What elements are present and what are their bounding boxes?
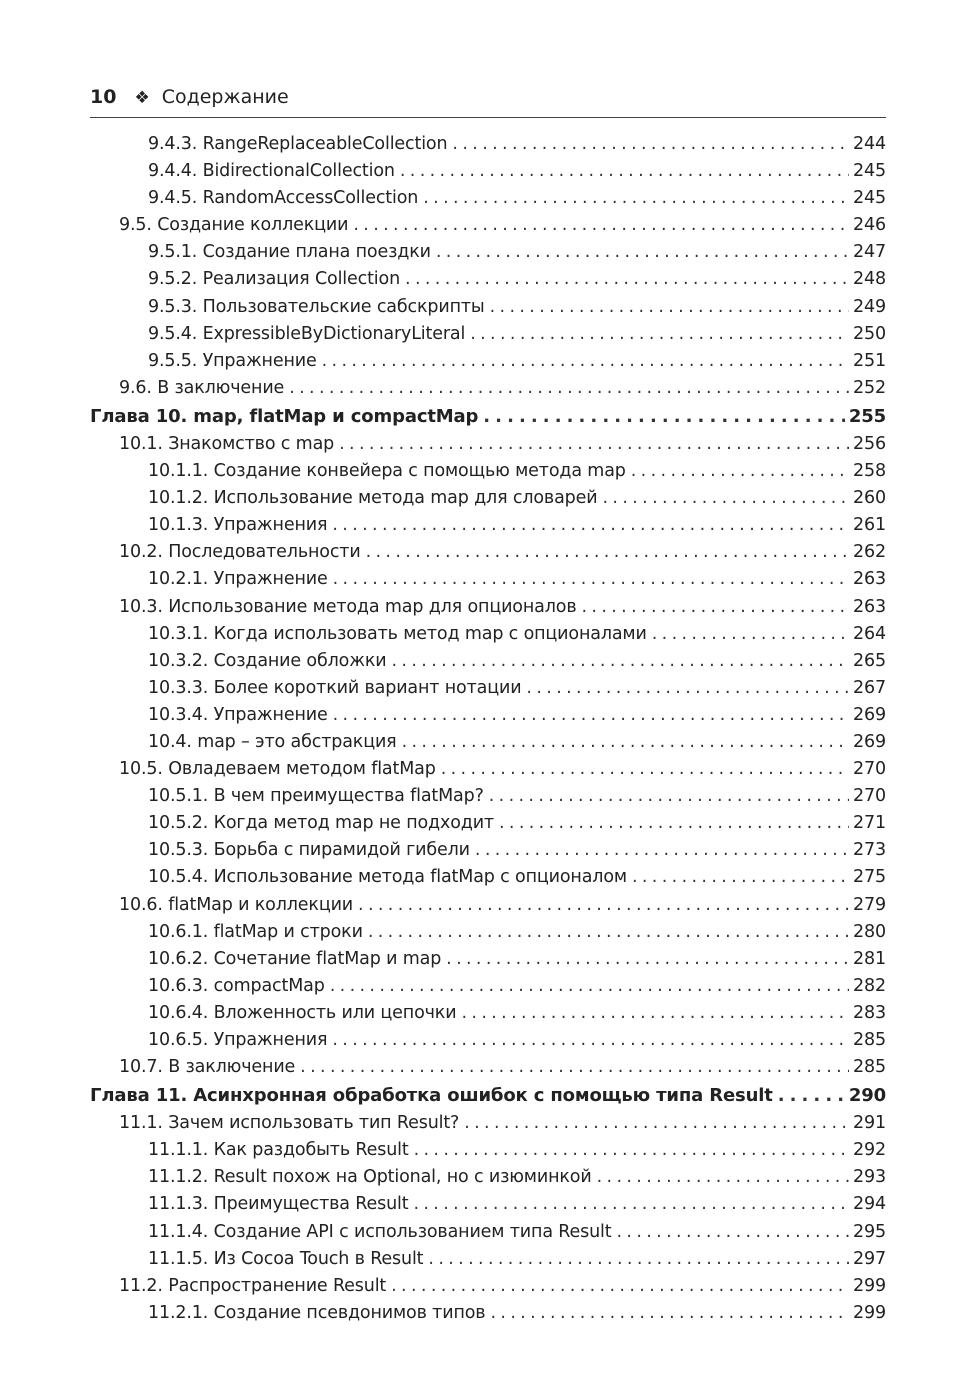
toc-entry-page: 283	[853, 1002, 886, 1023]
toc-entry	[90, 158, 886, 185]
dot-leader	[526, 675, 849, 702]
toc-entry-page: 249	[853, 296, 886, 317]
toc-entry-page: 271	[853, 813, 886, 834]
dot-leader	[778, 1081, 845, 1110]
toc-entry	[90, 458, 886, 485]
toc-entry-page: 256	[853, 433, 886, 454]
toc-entry	[90, 594, 886, 621]
toc-entry-page: 248	[853, 269, 886, 290]
dot-leader	[423, 185, 849, 212]
toc-entry-title: 10.4. map – это абстракция	[148, 731, 397, 752]
toc-entry	[90, 566, 886, 593]
toc-entry-title: 9.6. В заключение	[119, 377, 285, 398]
toc-entry	[90, 756, 886, 783]
dot-leader	[413, 1191, 849, 1218]
toc-entry-page: 247	[853, 242, 886, 263]
header-rule	[90, 117, 886, 118]
toc-entry-title: 10.3. Использование метода map для опционалов	[119, 596, 577, 617]
toc-entry-title: 10.5.2. Когда метод map не подходит	[148, 813, 494, 834]
toc-entry	[90, 375, 886, 402]
toc-entry-page: 279	[853, 894, 886, 915]
toc-entry	[90, 185, 886, 212]
toc-entry-title: 10.3.4. Упражнение	[148, 704, 328, 725]
toc-entry-title: 11.1.2. Result похож на Optional, но с изюминкой	[148, 1167, 592, 1188]
toc-entry-title: 11.2. Распространение Result	[119, 1275, 387, 1296]
toc-entry	[90, 1164, 886, 1191]
toc-entry-title: 10.1.1. Создание конвейера с помощью метода map	[148, 461, 626, 482]
toc-entry	[90, 729, 886, 756]
dot-leader	[322, 348, 849, 375]
toc-entry	[90, 131, 886, 158]
dot-leader	[616, 1219, 849, 1246]
toc-entry-title: 9.4.3. RangeReplaceableCollection	[148, 134, 448, 154]
toc-entry-title: 11.1. Зачем использовать тип Result?	[119, 1113, 460, 1134]
toc-entry-title: 10.3.1. Когда использовать метод map с опционалами	[148, 623, 647, 644]
toc-entry-page: 265	[853, 650, 886, 671]
dot-leader	[441, 756, 849, 783]
page-number: 10	[90, 86, 117, 108]
dot-leader	[446, 946, 849, 973]
toc-entry	[90, 648, 886, 675]
dot-leader	[490, 1300, 849, 1327]
dot-leader	[368, 919, 849, 946]
toc-entry-page: 250	[853, 323, 886, 344]
dot-leader	[483, 402, 845, 431]
toc-entry-title: 10.6.3. compactMap	[148, 975, 325, 996]
toc-entry	[90, 946, 886, 973]
toc-entry-page: 281	[853, 948, 886, 969]
toc-entry-page: 293	[853, 1167, 886, 1188]
dot-leader	[332, 512, 849, 539]
toc-entry	[90, 239, 886, 266]
toc-entry-page: 299	[853, 1302, 886, 1323]
dot-leader	[353, 212, 849, 239]
dot-leader	[452, 131, 849, 158]
toc-entry-title: 10.3.2. Создание обложки	[148, 650, 387, 671]
dot-leader	[391, 1273, 849, 1300]
toc-entry	[90, 485, 886, 512]
dot-leader	[332, 1027, 849, 1054]
toc-entry-title: 10.5.4. Использование метода flatMap с опционалом	[148, 867, 627, 888]
dot-leader	[631, 458, 849, 485]
toc-entry-title: 11.1.3. Преимущества Result	[148, 1194, 409, 1215]
dot-leader	[333, 566, 849, 593]
dot-leader	[339, 431, 849, 458]
toc-entry-page: 299	[853, 1275, 886, 1296]
toc-entry	[90, 1246, 886, 1273]
dot-leader	[490, 294, 849, 321]
dot-leader	[392, 648, 850, 675]
table-of-contents	[90, 131, 886, 1327]
toc-entry-title: 10.3.3. Более короткий вариант нотации	[148, 677, 522, 698]
toc-entry-title: 9.5.1. Создание плана поездки	[148, 242, 431, 263]
toc-entry	[90, 892, 886, 919]
toc-entry-page: 264	[853, 623, 886, 644]
toc-entry-title: 11.2.1. Создание псевдонимов типов	[148, 1302, 486, 1323]
toc-entry-title: 10.6. flatMap и коллекции	[119, 894, 354, 915]
toc-entry	[90, 1219, 886, 1246]
toc-entry-title: 9.5.2. Реализация Collection	[148, 269, 401, 290]
toc-entry	[90, 1110, 886, 1137]
toc-entry-title: 10.1. Знакомство с map	[119, 433, 335, 454]
toc-entry	[90, 266, 886, 293]
ornament-icon: ❖	[134, 88, 150, 108]
toc-entry-title: 10.2. Последовательности	[119, 542, 361, 563]
toc-entry	[90, 675, 886, 702]
dot-leader	[289, 375, 849, 402]
toc-entry-page: 290	[848, 1085, 886, 1107]
toc-entry-title: 9.4.5. RandomAccessCollection	[148, 188, 419, 209]
toc-entry-title: 11.1.1. Как раздобыть Result	[148, 1140, 409, 1161]
toc-entry-page: 285	[853, 1030, 886, 1050]
toc-entry-page: 273	[853, 840, 886, 861]
toc-entry-page: 295	[853, 1221, 886, 1242]
toc-entry	[90, 1027, 886, 1054]
toc-entry-page: 262	[853, 542, 886, 563]
toc-entry-title: 10.6.2. Сочетание flatMap и map	[148, 948, 442, 969]
dot-leader	[632, 864, 849, 891]
toc-entry-page: 282	[853, 975, 886, 996]
dot-leader	[405, 266, 849, 293]
dot-leader	[602, 485, 849, 512]
toc-entry-page: 246	[853, 215, 886, 236]
dot-leader	[475, 837, 849, 864]
running-header	[90, 84, 886, 110]
toc-entry-page: 244	[853, 134, 886, 154]
toc-entry-title: 9.5. Создание коллекции	[119, 215, 349, 236]
dot-leader	[402, 729, 849, 756]
toc-entry-page: 263	[853, 569, 886, 590]
dot-leader	[461, 1000, 849, 1027]
toc-entry	[90, 321, 886, 348]
toc-entry-title: 9.4.4. BidirectionalCollection	[148, 161, 395, 182]
toc-entry	[90, 1137, 886, 1164]
dot-leader	[470, 321, 849, 348]
dot-leader	[652, 621, 849, 648]
dot-leader	[428, 1246, 849, 1273]
toc-entry-page: 292	[853, 1140, 886, 1161]
toc-entry-title: 11.1.5. Из Cocoa Touch в Result	[148, 1248, 424, 1269]
toc-entry-title: 10.5.1. В чем преимущества flatMap?	[148, 786, 484, 807]
toc-entry-page: 285	[853, 1057, 886, 1078]
dot-leader	[358, 892, 849, 919]
toc-entry-title: Глава 11. Асинхронная обработка ошибок с помощью типа Result	[90, 1085, 773, 1107]
toc-entry-page: 263	[853, 596, 886, 617]
toc-entry	[90, 864, 886, 891]
toc-entry-page: 270	[853, 786, 886, 807]
toc-entry-title: Глава 10. map, flatMap и compactMap	[90, 405, 479, 427]
dot-leader	[464, 1110, 849, 1137]
toc-entry-page: 269	[853, 731, 886, 752]
toc-entry-title: 10.5. Овладеваем методом flatMap	[119, 759, 436, 780]
dot-leader	[333, 702, 849, 729]
toc-entry	[90, 431, 886, 458]
header-title: Содержание	[161, 86, 289, 108]
toc-entry-title: 10.6.4. Вложенность или цепочки	[148, 1002, 457, 1023]
dot-leader	[330, 973, 849, 1000]
toc-entry-page: 255	[848, 405, 886, 427]
toc-entry	[90, 539, 886, 566]
toc-entry-page: 291	[853, 1113, 886, 1134]
toc-entry	[90, 348, 886, 375]
toc-chapter	[90, 402, 886, 431]
dot-leader	[414, 1137, 849, 1164]
toc-entry	[90, 783, 886, 810]
toc-chapter	[90, 1081, 886, 1110]
toc-entry-page: 270	[853, 759, 886, 780]
dot-leader	[597, 1164, 849, 1191]
toc-entry-page: 245	[853, 188, 886, 209]
toc-entry	[90, 1273, 886, 1300]
toc-entry-page: 275	[853, 867, 886, 888]
toc-entry-page: 261	[853, 515, 886, 536]
toc-entry	[90, 621, 886, 648]
toc-entry-title: 10.6.5. Упражнения	[148, 1030, 328, 1050]
toc-entry	[90, 212, 886, 239]
dot-leader	[300, 1054, 849, 1081]
toc-entry-title: 10.2.1. Упражнение	[148, 569, 328, 590]
toc-entry-title: 10.6.1. flatMap и строки	[148, 921, 363, 942]
dot-leader	[436, 239, 849, 266]
toc-entry-title: 9.5.3. Пользовательские сабскрипты	[148, 296, 485, 317]
toc-entry	[90, 810, 886, 837]
toc-entry	[90, 837, 886, 864]
toc-entry	[90, 512, 886, 539]
dot-leader	[499, 810, 849, 837]
toc-entry	[90, 919, 886, 946]
dot-leader	[489, 783, 849, 810]
toc-entry-title: 9.5.4. ExpressibleByDictionaryLiteral	[148, 323, 466, 344]
toc-entry-page: 297	[853, 1248, 886, 1269]
dot-leader	[581, 594, 849, 621]
toc-entry-title: 10.1.3. Упражнения	[148, 515, 328, 536]
toc-entry-page: 251	[853, 350, 886, 371]
toc-entry	[90, 973, 886, 1000]
toc-entry-title: 11.1.4. Создание API с использованием типа Result	[148, 1221, 612, 1242]
toc-entry-page: 245	[853, 161, 886, 182]
toc-entry	[90, 294, 886, 321]
toc-entry	[90, 1000, 886, 1027]
dot-leader	[400, 158, 849, 185]
toc-entry-title: 10.5.3. Борьба с пирамидой гибели	[148, 840, 470, 861]
toc-entry-page: 294	[853, 1194, 886, 1215]
toc-entry-title: 9.5.5. Упражнение	[148, 350, 317, 371]
toc-entry-page: 267	[853, 677, 886, 698]
dot-leader	[366, 539, 849, 566]
toc-entry-title: 10.1.2. Использование метода map для словарей	[148, 488, 598, 509]
toc-entry	[90, 1300, 886, 1327]
toc-entry	[90, 1191, 886, 1218]
toc-entry-title: 10.7. В заключение	[119, 1057, 296, 1078]
toc-entry-page: 258	[853, 461, 886, 482]
toc-entry-page: 269	[853, 704, 886, 725]
toc-entry-page: 280	[853, 921, 886, 942]
toc-entry-page: 252	[853, 377, 886, 398]
toc-entry-page: 260	[853, 488, 886, 509]
toc-entry	[90, 702, 886, 729]
toc-entry	[90, 1054, 886, 1081]
